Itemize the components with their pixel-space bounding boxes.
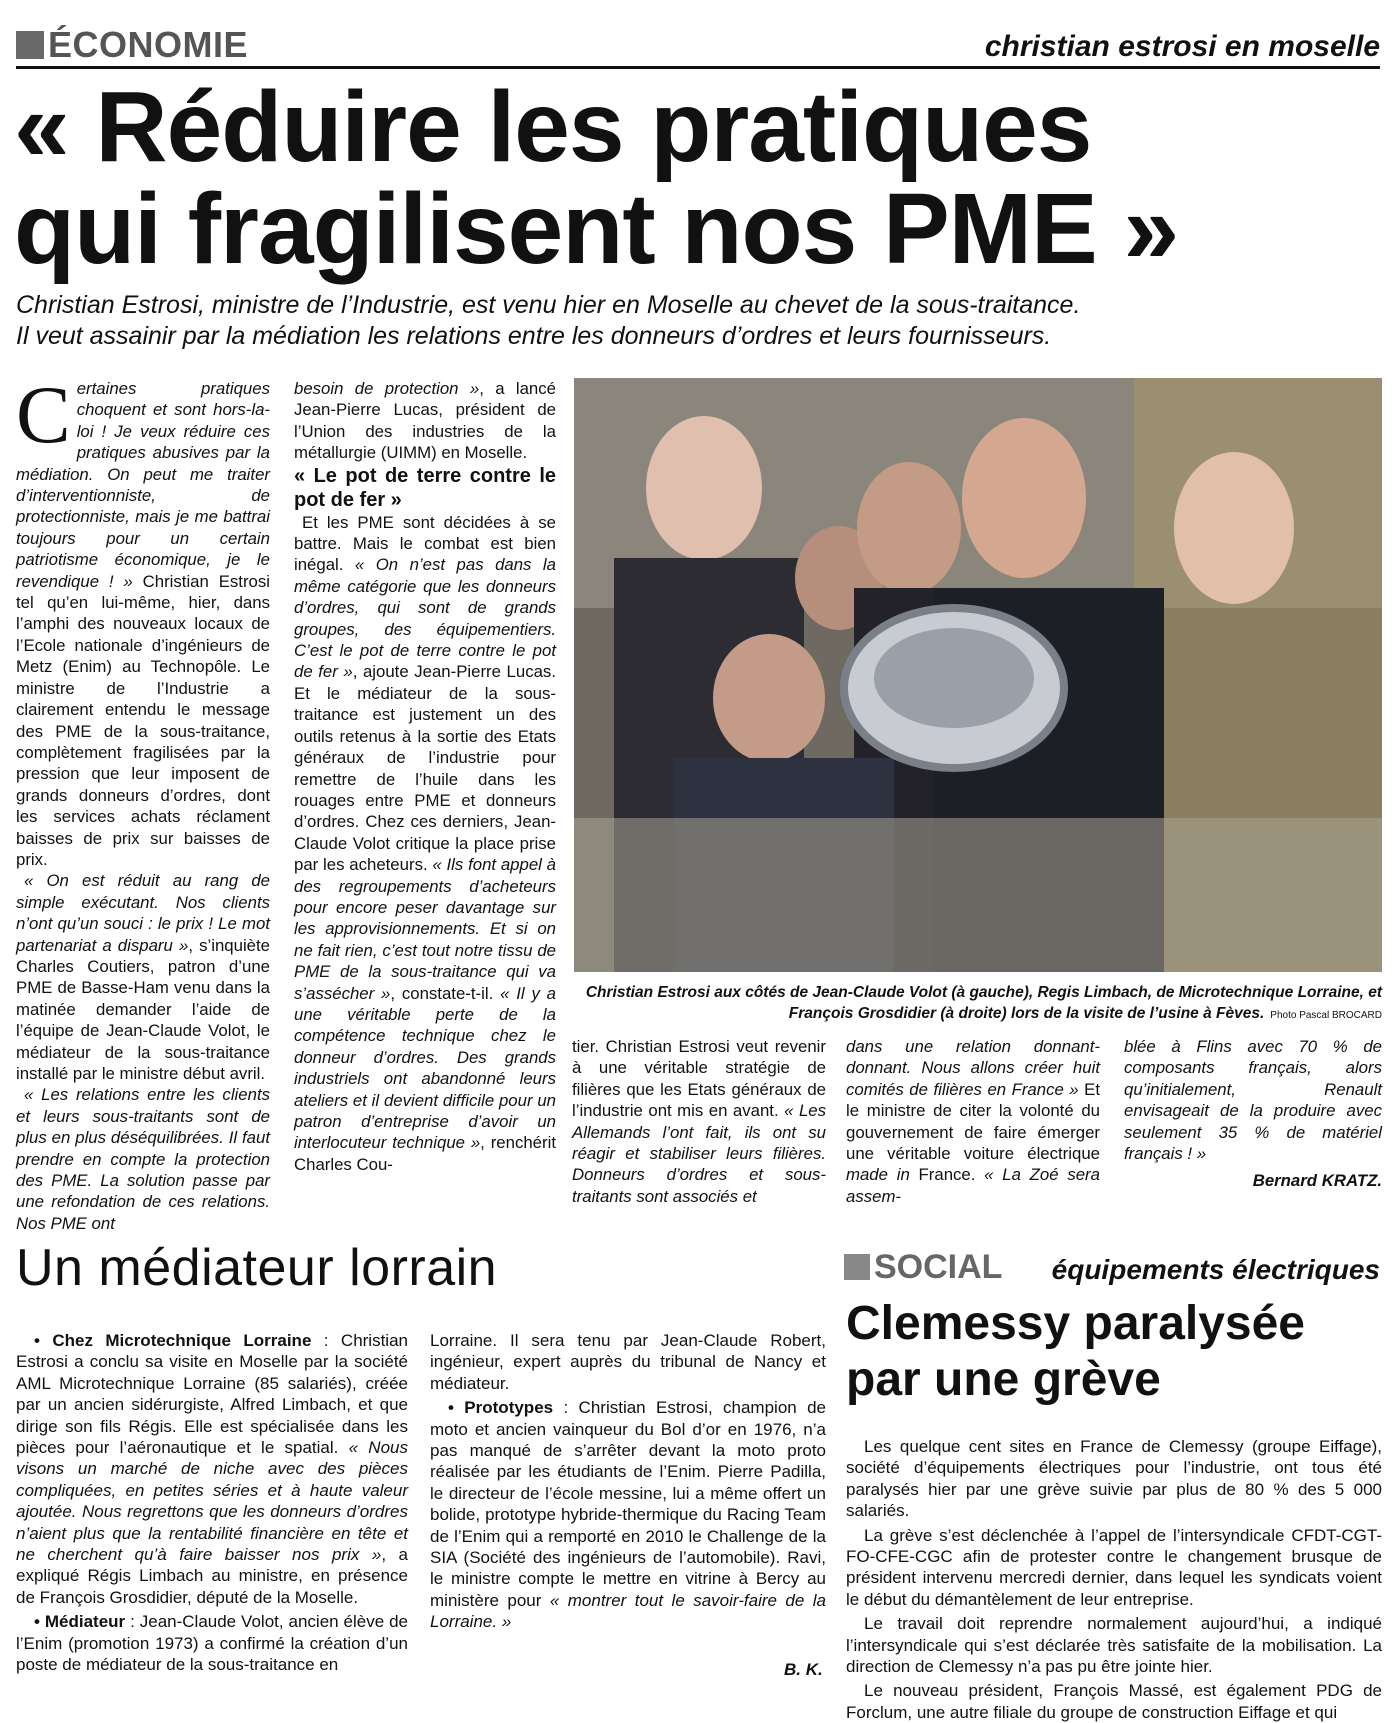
col2-text-5: , renchérit Charles Cou- bbox=[294, 1133, 556, 1174]
social-title bbox=[846, 1296, 1305, 1408]
photo-credit: Photo Pascal BROCARD bbox=[1270, 1010, 1382, 1021]
sidebar-p1-text: : Christian Estrosi a conclu sa visite en Moselle par la société AML Microtechnique Lorraine (85 salariés), créée par un ancien sidérurgiste, Alfred Limbach, et que dirige son fils Régis. Elle est spécialisée dans les pièces pour l’aéronautique et le spatial. bbox=[16, 1331, 408, 1458]
col2-quote-2: « On n’est pas dans la même catégorie que les donneurs d’ordres, qui sont de grands groupes, des équipementiers. C’est le pot de terre contre le pot de fer » bbox=[294, 555, 556, 682]
col4-italic: made in bbox=[846, 1165, 919, 1185]
social-rubric bbox=[844, 1248, 1002, 1287]
sidebar-signature: B. K. bbox=[784, 1660, 823, 1679]
col3-text-1: tier. Christian Estrosi veut revenir à une véritable stratégie de filières que les Etats généraux de l’industrie ont mis en avant. bbox=[572, 1037, 826, 1121]
social-p2: La grève s’est déclenchée à l’appel de l’intersyndicale CFDT-CGT-FO-CFE-CGC afin de protester contre le changement brusque de président intervenu mercredi dernier, dans lequel les syndicats voient le début du démantèlement de leur entreprise. bbox=[846, 1525, 1382, 1609]
social-section-label: SOCIAL bbox=[874, 1248, 1003, 1286]
col2-text-2: Et les PME sont décidées à se battre. Mais le combat est bien inégal. bbox=[294, 512, 556, 575]
intro-line-1: Christian Estrosi, ministre de l’Industrie, est venu hier en Moselle au chevet de la sous-traitance. bbox=[16, 291, 1081, 319]
sidebar-p1-text-2: , a expliqué Régis Limbach au ministre, en présence de François Grosdidier, député de la Moselle. bbox=[16, 1545, 408, 1607]
col3-quote-1: « Les Allemands l’ont fait, ils ont su réagir et stabiliser leurs filières. Donneurs d’ordres et sous-traitants sont associés et bbox=[572, 1101, 827, 1206]
social-p3: Le travail doit reprendre normalement aujourd’hui, a indiqué l’intersyndicale qui s’est déclarée très satisfaite de la mobilisation. La direction de Clemessy n’a pas pu être jointe hier. bbox=[846, 1614, 1382, 1677]
article-photo bbox=[574, 378, 1382, 972]
sidebar-p2-cont: Lorraine. Il sera tenu par Jean-Claude Robert, ingénieur, expert auprès du tribunal de Nancy et médiateur. bbox=[430, 1331, 826, 1393]
intro-line-2: Il veut assainir par la médiation les relations entre les donneurs d’ordres et leurs fournisseurs. bbox=[16, 322, 1052, 350]
sidebar-label-1: • Chez Microtechnique Lorraine bbox=[34, 1331, 312, 1350]
col2-quote-4: « Il y a une véritable perte de la compétence technique chez le donneur d’ordres. Des grands industriels ont abandonné leurs ateliers et il devient difficile pour un patron d’entreprise d’avoir un interlocuteur technique » bbox=[294, 983, 556, 1153]
article-column-1 bbox=[16, 369, 271, 1233]
article-column-2 bbox=[294, 378, 556, 1218]
sidebar-p3-text: : Christian Estrosi, champion de moto et ancien vainqueur du Bol d’or en 1976, n’a pas manqué de s’arrêter devant la moto proto réalisée par les étudiants de l’Enim. Pierre Padilla, le directeur de l’école messine, lui a même offert un bolide, prototype hybride-thermique du Racing Team de l’Enim qui a remporté en 2010 le Challenge de la SIA (Société des ingénieurs de l’automobile). Ravi, le ministre compte le mettre en vitrine à Bercy au ministère pour bbox=[430, 1398, 827, 1610]
col2-text-1: , a lancé Jean-Pierre Lucas, président de l’Union des industries de la métallurgie (UIMM) en Moselle. bbox=[294, 379, 556, 463]
col1-text-1: Christian Estrosi tel qu’en lui-même, hier, dans l’amphi des nouveaux locaux de l’Ecole nationale d’ingénieurs de Metz (Enim) au Technopôle. Le ministre de l’Industrie a clairement entendu le message des PME de la sous-traitance, complètement fragilisées par la pression que leur imposent de grands donneurs d’ordres, dont les services achats réclament baisses de prix sur baisses de prix. bbox=[16, 571, 270, 869]
col1-quote-2: « On est réduit au rang de simple exécutant. Nos clients n’ont qu’un souci : le prix ! Le mot partenariat a disparu » bbox=[16, 871, 270, 955]
col1-text-2: , s’inquiète Charles Coutiers, patron d’une PME de Basse-Ham venu dans la matinée demander l’aide de l’équipe de Jean-Claude Volot, le médiateur de la sous-traitance installé par le ministre début avril. bbox=[16, 935, 271, 1083]
headline-line-2: qui fragilisent nos PME » bbox=[14, 173, 1179, 285]
col2-text-4: , constate-t-il. bbox=[390, 983, 494, 1003]
article-column-3 bbox=[572, 1036, 826, 1222]
section-label: ÉCONOMIE bbox=[48, 24, 249, 65]
social-title-line-1: Clemessy paralysée bbox=[846, 1297, 1305, 1350]
sidebar-label-3: • Prototypes bbox=[448, 1398, 554, 1418]
article-column-4 bbox=[846, 1036, 1100, 1222]
article-signature: Bernard KRATZ. bbox=[1252, 1171, 1382, 1191]
intro bbox=[16, 290, 1386, 352]
caption-text: Christian Estrosi aux côtés de Jean-Claude Volot (à gauche), Regis Limbach, de Microtechnique Lorraine, et François Grosdidier (à droite) lors de la visite de l’usine à Fèves. bbox=[585, 984, 1382, 1022]
social-p4: Le nouveau président, François Massé, est également PDG de Forclum, une autre filiale du groupe de construction Eiffage et qui bbox=[846, 1681, 1382, 1722]
headline-line-1: « Réduire les pratiques bbox=[14, 71, 1092, 183]
col2-text-3: , ajoute Jean-Pierre Lucas. Et le médiateur de la sous-traitance est justement un des outils retenus à la sortie des Etats généraux de l’industrie pour remettre de l’huile dans les rouages entre PME et donneurs d’ordres. Chez ces derniers, Jean-Claude Volot critique la place prise par les acheteurs. bbox=[294, 662, 556, 875]
subhead: « Le pot de terre contre le pot de fer » bbox=[294, 464, 556, 511]
col1-quote-3: « Les relations entre les clients et leurs sous-traitants sont de plus en plus déséquilibrées. Il faut prendre en compte la protection des PME. La solution passe par une refondation de ces relations. Nos PME ont bbox=[16, 1085, 270, 1233]
social-kicker: équipements électriques bbox=[1051, 1254, 1380, 1285]
col4-quote-1: dans une relation donnant-donnant. Nous allons créer huit comités de filières en France » bbox=[846, 1037, 1100, 1099]
sidebar-title: Un médiateur lorrain bbox=[16, 1239, 498, 1297]
col4-quote-2: « La Zoé sera assem- bbox=[846, 1165, 1100, 1206]
rubric-square-icon bbox=[16, 31, 44, 59]
social-p1: Les quelque cent sites en France de Clemessy (groupe Eiffage), société d’équipements électriques pour l’industrie, ont tous été paralysés hier par une grève suivie par plus de 80 % des 5 000 salariés. bbox=[846, 1437, 1382, 1521]
section-rubric bbox=[16, 24, 248, 66]
col4-text-2: France. bbox=[918, 1165, 976, 1185]
sidebar-column-1 bbox=[16, 1330, 408, 1680]
opening-quote: ertaines pratiques choquent et sont hors-la-loi ! Je veux réduire ces pratiques abusives par la médiation. On peut me traiter d’interventionniste, de protectionniste, mais je me battrai toujours pour un certain patriotisme économique, je le revendique ! » bbox=[16, 379, 270, 591]
sidebar-label-2: • Médiateur bbox=[34, 1612, 126, 1632]
header-rule bbox=[16, 66, 1380, 69]
headline bbox=[14, 71, 1179, 285]
article-kicker: christian estrosi en moselle bbox=[984, 30, 1380, 63]
sidebar-p2-text: : Jean-Claude Volot, ancien élève de l’Enim (promotion 1973) a confirmé la création d’un poste de médiateur de la sous-traitance en bbox=[16, 1612, 409, 1675]
sidebar-column-2 bbox=[430, 1330, 826, 1654]
col2-quote-3: « Ils font appel à des regroupements d’acheteurs pour encore peser davantage sur les approvisionnements. Et si on ne fait rien, c’est tout notre tissu de PME de la sous-traitance qui va s’assécher » bbox=[294, 855, 557, 1003]
social-column bbox=[846, 1436, 1382, 1722]
col5-quote-1: blée à Flins avec 70 % de composants français, alors qu’initialement, Renault envisageait de la produire avec seulement 35 % de matériel français ! » bbox=[1124, 1037, 1382, 1164]
social-title-line-2: par une grève bbox=[846, 1353, 1161, 1406]
dropcap: C bbox=[16, 369, 71, 460]
photo-caption bbox=[560, 982, 1382, 1026]
social-square-icon bbox=[844, 1254, 870, 1280]
article-column-5 bbox=[1124, 1036, 1382, 1222]
photo-illustration bbox=[574, 378, 1382, 972]
sidebar-p3-quote: « montrer tout le savoir-faire de la Lorraine. » bbox=[430, 1590, 826, 1632]
col2-quote-1: besoin de protection » bbox=[294, 379, 480, 398]
sidebar-p1-quote: « Nous visons un marché de niche avec des pièces compliquées, en petites séries et à haute valeur ajoutée. Nous regrettons que les donneurs d’ordres n’aient plus que la rentabilité financière en tête et ne cherchent qu’à faire baisser nos prix » bbox=[16, 1438, 408, 1565]
col4-text-1: Et le ministre de citer la volonté du gouvernement de faire émerger une véritable voiture électrique bbox=[846, 1079, 1100, 1164]
